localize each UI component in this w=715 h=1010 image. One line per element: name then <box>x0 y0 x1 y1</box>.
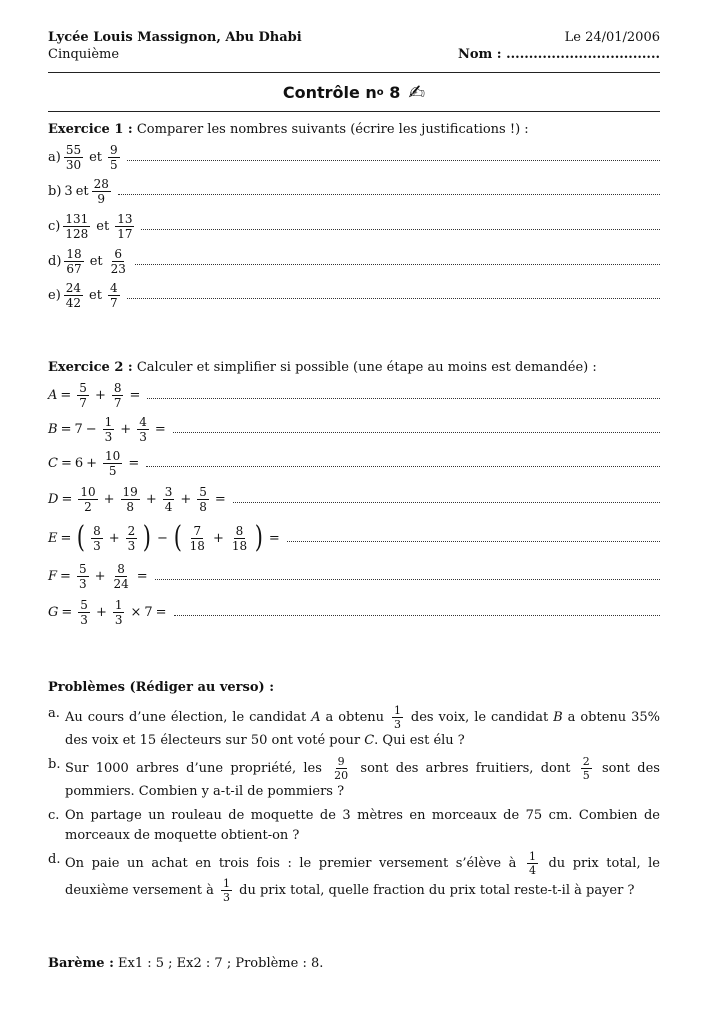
ex1-item-b <box>48 174 660 208</box>
variable-name: D <box>48 491 59 507</box>
problem-text: On partage un rouleau de moquette de 3 mètres en morceaux de 75 cm. Combien de morceaux de moquette obtient-on ? <box>65 808 660 843</box>
problem-label: c. <box>48 808 60 823</box>
fraction: $\frac{2}{5}$ <box>582 755 590 782</box>
problem-b <box>48 755 660 802</box>
fraction: $\frac{5}{3}$ <box>78 561 87 591</box>
fraction: $\frac{5}{3}$ <box>80 597 88 627</box>
ex2-expression-a: A = $\frac{5}{7}$ + $\frac{8}{7}$ = <box>48 378 660 412</box>
header-row-1 <box>48 30 660 47</box>
worksheet-page <box>48 30 660 971</box>
item-label: c) <box>48 218 61 234</box>
ex2-expression-e: E = ( $\frac{8}{3}$ + $\frac{2}{3}$ ) − ( $\frac{7}{18}$ + $\frac{8}{18}$ ) = <box>48 518 660 558</box>
problem-label: b. <box>48 757 61 772</box>
fraction: $\frac{55}{30}$ <box>65 142 82 172</box>
problem-label: d. <box>48 852 61 867</box>
answer-dotted-line[interactable] <box>147 398 660 399</box>
conjunction: et <box>89 287 102 303</box>
answer-dotted-line[interactable] <box>135 264 660 265</box>
exercise-2-heading <box>48 360 660 378</box>
ex2-expression-b: B = 7 − $\frac{1}{3}$ + $\frac{4}{3}$ = <box>48 412 660 446</box>
ex2-expression-c: C = 6 + $\frac{10}{5}$ = <box>48 446 660 480</box>
fraction: $\frac{5}{8}$ <box>199 484 207 514</box>
fraction: $\frac{5}{7}$ <box>79 380 87 410</box>
conjunction: et <box>96 218 110 234</box>
answer-dotted-line[interactable] <box>127 298 660 299</box>
variable-name: E <box>48 530 58 546</box>
title-number: 8 <box>389 82 401 102</box>
exam-date: Le 24/01/2006 <box>564 30 660 45</box>
fraction: $\frac{6}{23}$ <box>110 246 126 276</box>
answer-dotted-line[interactable] <box>174 615 660 616</box>
fraction: $\frac{24}{42}$ <box>65 280 82 310</box>
fraction: $\frac{1}{3}$ <box>393 704 401 731</box>
fraction: $\frac{9}{5}$ <box>110 142 118 172</box>
fraction: $\frac{1}{3}$ <box>222 877 230 904</box>
ex1-item-a <box>48 140 660 174</box>
problem-c <box>48 806 660 846</box>
page-title <box>48 73 660 111</box>
exercise-1-heading <box>48 122 660 140</box>
exercise-2-instruction: Calculer et simplifier si possible (une étape au moins est demandée) : <box>136 360 597 375</box>
class-level: Cinquième <box>48 47 120 62</box>
header-row-2 <box>48 47 660 64</box>
fraction: $\frac{18}{67}$ <box>66 246 82 276</box>
problem-a <box>48 704 660 751</box>
fraction: $\frac{8}{3}$ <box>93 523 101 553</box>
problem-d <box>48 850 660 904</box>
fraction: $\frac{8}{18}$ <box>231 523 248 553</box>
whole-number: 6 <box>74 455 84 471</box>
variable-name: F <box>48 568 58 584</box>
answer-dotted-line[interactable] <box>141 229 660 230</box>
answer-dotted-line[interactable] <box>155 579 660 580</box>
name-field-label: Nom : .................................. <box>457 47 660 62</box>
fraction: $\frac{28}{9}$ <box>93 176 109 206</box>
fraction: $\frac{1}{4}$ <box>528 850 536 877</box>
fraction: $\frac{8}{24}$ <box>113 561 129 591</box>
item-label: e) <box>48 287 61 303</box>
answer-dotted-line[interactable] <box>127 160 660 161</box>
problems-heading: Problèmes (Rédiger au verso) : <box>48 680 274 695</box>
problem-text: On paie un achat en trois fois : le premier versement s’élève à $\frac{1}{4}$ du prix total, le deuxième versement à $\frac{1}{3}$ du prix total, quelle fraction du prix total reste-t-il à payer ? <box>65 850 660 904</box>
answer-dotted-line[interactable] <box>287 541 660 542</box>
problem-text: Au cours d’une élection, le candidat A a obtenu $\frac{1}{3}$ des voix, le candidat B a obtenu 35% des voix et 15 électeurs sur 50 ont voté pour C. Qui est élu ? <box>65 704 660 748</box>
fraction: $\frac{13}{17}$ <box>117 211 133 241</box>
ex2-expression-f: F = $\frac{5}{3}$ + $\frac{8}{24}$ = <box>48 558 660 594</box>
title-text: Contrôle n <box>282 82 377 102</box>
fraction: $\frac{2}{3}$ <box>127 523 136 553</box>
ex1-item-d <box>48 244 660 278</box>
fraction: $\frac{1}{3}$ <box>114 597 123 627</box>
problem-label: a. <box>48 706 60 721</box>
grading-scale <box>48 956 660 971</box>
exercise-1-title: Exercice 1 : <box>48 122 133 137</box>
conjunction: et <box>89 149 103 165</box>
fraction: $\frac{131}{128}$ <box>65 211 89 241</box>
fraction: $\frac{4}{3}$ <box>139 414 147 444</box>
title-divider <box>48 111 660 112</box>
ex1-item-c <box>48 208 660 244</box>
variable-name: A <box>48 387 58 403</box>
variable-name: G <box>48 604 59 620</box>
item-label: b) <box>48 183 62 199</box>
variable-name: B <box>48 421 58 437</box>
problem-text: Sur 1000 arbres d’une propriété, les $\frac{9}{20}$ sont des arbres fruitiers, dont $\frac{2}{5}$ sont des pommiers. Combien y a-t-il de pommiers ? <box>65 755 660 799</box>
grading-text: Ex1 : 5 ; Ex2 : 7 ; Problème : 8. <box>118 956 324 971</box>
fraction: $\frac{10}{5}$ <box>105 448 121 478</box>
fraction: $\frac{7}{18}$ <box>189 523 205 553</box>
item-label: a) <box>48 149 61 165</box>
conjunction: et <box>75 183 89 199</box>
fraction: $\frac{1}{3}$ <box>104 414 113 444</box>
fraction: $\frac{10}{2}$ <box>80 484 96 514</box>
ex2-expression-d: D = $\frac{10}{2}$ + $\frac{19}{8}$ + $\frac{3}{4}$ + $\frac{5}{8}$ = <box>48 480 660 518</box>
grading-label: Barème : <box>48 956 114 971</box>
fraction: $\frac{3}{4}$ <box>164 484 173 514</box>
title-superscript: o <box>376 86 384 98</box>
school-name: Lycée Louis Massignon, Abu Dhabi <box>48 30 302 45</box>
conjunction: et <box>89 253 103 269</box>
answer-dotted-line[interactable] <box>118 194 660 195</box>
ex1-item-e <box>48 278 660 312</box>
fraction: $\frac{9}{20}$ <box>334 755 349 782</box>
answer-dotted-line[interactable] <box>233 502 660 503</box>
item-label: d) <box>48 253 62 269</box>
writing-hand-icon: ✍ <box>408 80 426 104</box>
whole-number: 7 <box>74 421 83 437</box>
fraction: $\frac{8}{7}$ <box>113 380 122 410</box>
multiplier: 7 <box>144 604 153 620</box>
fraction: $\frac{4}{7}$ <box>109 280 118 310</box>
ex2-expression-g: G = $\frac{5}{3}$ + $\frac{1}{3}$ × 7 = <box>48 594 660 630</box>
exercise-2-title: Exercice 2 : <box>48 360 133 375</box>
variable-name: C <box>48 455 58 471</box>
exercise-1-instruction: Comparer les nombres suivants (écrire les justifications !) : <box>136 122 529 137</box>
answer-dotted-line[interactable] <box>146 466 660 467</box>
fraction: $\frac{19}{8}$ <box>122 484 138 514</box>
whole-number: 3 <box>64 183 73 199</box>
answer-dotted-line[interactable] <box>173 432 660 433</box>
